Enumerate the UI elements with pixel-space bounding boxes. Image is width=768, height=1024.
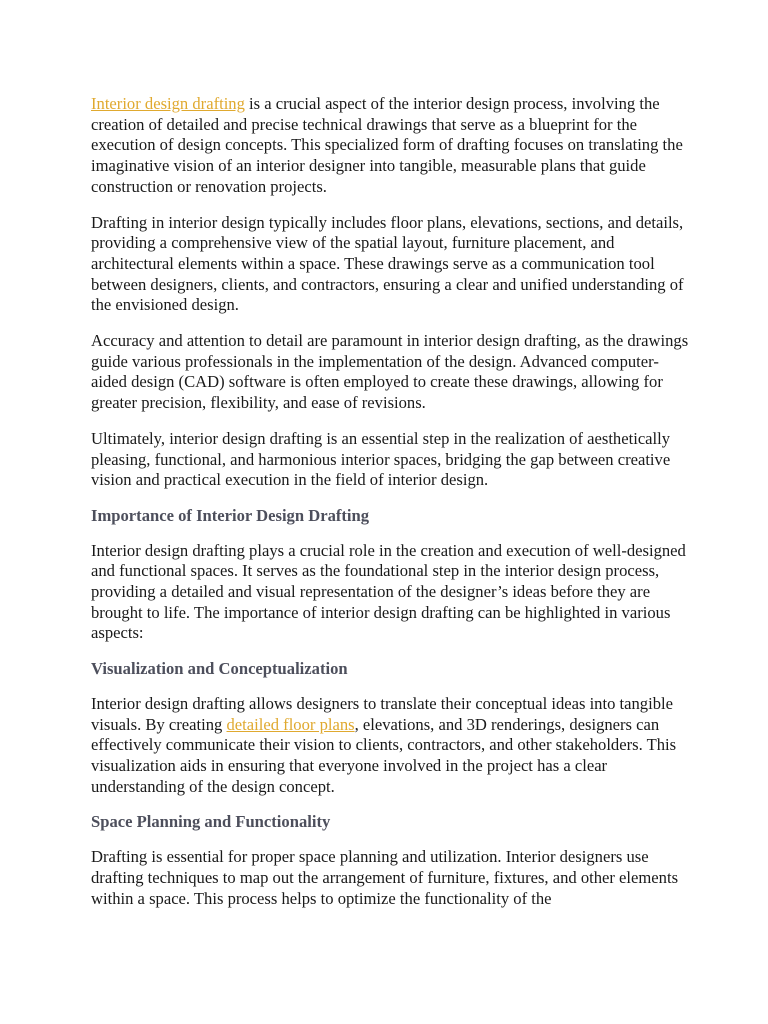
detailed-floor-plans-link[interactable]: detailed floor plans [226,714,355,734]
document-page [91,94,691,924]
heading-importance: Importance of Interior Design Drafting [91,505,370,525]
paragraph-space-planning: Drafting is essential for proper space planning and utilization. Interior designers use drafting techniques to map out the arrangement of furniture, fixtures, and other elements within a space. This process helps to optimize the functionality of the [91,847,679,908]
paragraph-importance: Interior design drafting plays a crucial role in the creation and execution of well-designed and functional spaces. It serves as the foundational step in the interior design process, providing a detailed and visual representation of the designer’s ideas before they are brought to life. The importance of interior design drafting can be highlighted in various aspects: [91,540,686,643]
paragraph-visualization [91,694,691,798]
heading-visualization: Visualization and Conceptualization [91,659,348,679]
paragraph-ultimately: Ultimately, interior design drafting is an essential step in the realization of aesthetically pleasing, functional, and harmonious interior spaces, bridging the gap between creative vision and practical execution in the field of interior design. [91,428,671,490]
interior-design-drafting-link[interactable]: Interior design drafting [91,94,245,113]
paragraph-visualization-before: Interior design drafting allows designers to translate their conceptual ideas into tangible visuals. By creating [91,693,673,734]
paragraph-visualization-after: , elevations, and 3D renderings, designers can effectively communicate their vision to clients, contractors, and other stakeholders. This visualization aids in ensuring that everyone involved in the project has a clear understanding of the design concept. [91,714,677,796]
paragraph-accuracy: Accuracy and attention to detail are paramount in interior design drafting, as the drawings guide various professionals in the implementation of the design. Advanced computer-aided design (CAD) software is often employed to create these drawings, allowing for greater precision, flexibility, and ease of revisions. [91,331,689,413]
paragraph-intro-text: is a crucial aspect of the interior design process, involving the creation of detailed and precise technical drawings that serve as a blueprint for the execution of design concepts. This specialized form of drafting focuses on translating the imaginative vision of an interior designer into tangible, measurable plans that guide construction or renovation projects. [91,94,683,196]
paragraph-drafting-includes: Drafting in interior design typically includes floor plans, elevations, sections, and details, providing a comprehensive view of the spatial layout, furniture placement, and architectural elements within a space. These drawings serve as a communication tool between designers, clients, and contractors, ensuring a clear and unified understanding of the envisioned design. [91,212,684,315]
paragraph-intro [91,94,691,198]
heading-space-planning: Space Planning and Functionality [91,812,331,832]
